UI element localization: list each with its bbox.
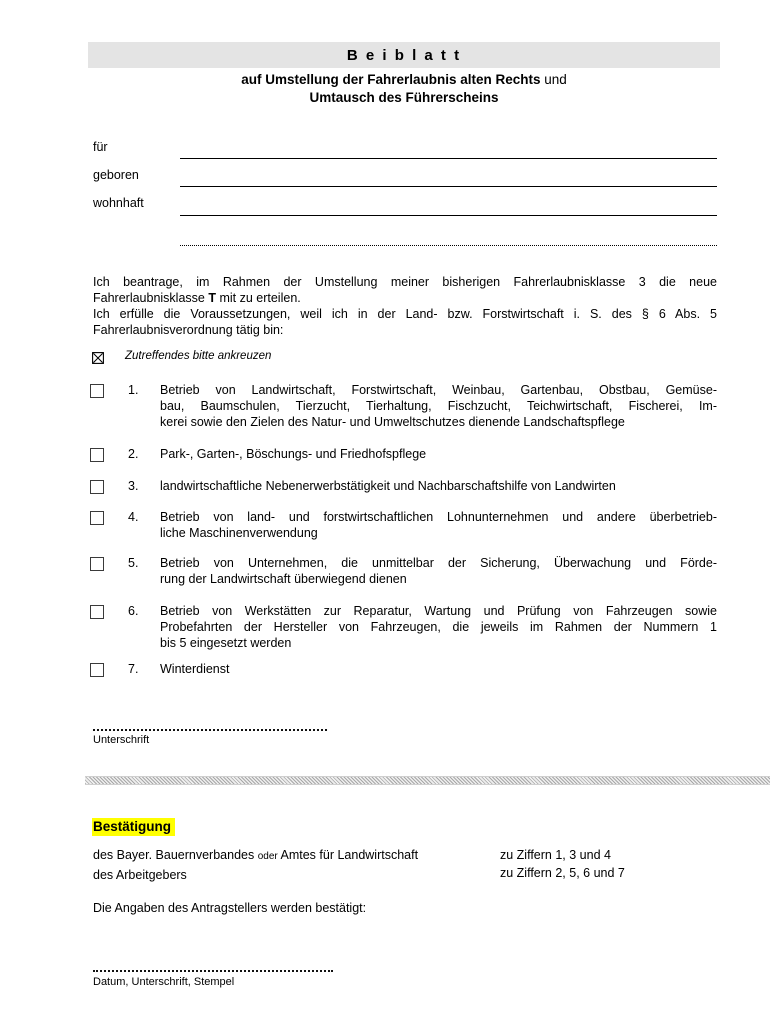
- item-text: [160, 510, 717, 542]
- signature-label: Unterschrift: [93, 734, 150, 746]
- item-text: [160, 662, 717, 678]
- intro-line-2-pre: Fahrerlaubnisklasse: [93, 291, 209, 305]
- input-line-fuer[interactable]: [180, 158, 717, 159]
- intro-paragraph: [93, 274, 717, 338]
- item-text-line: Park-, Garten-, Böschungs- und Friedhofspflege: [160, 447, 427, 461]
- subtitle-regular: und: [540, 72, 567, 87]
- confirmation-left-column: [93, 846, 418, 884]
- item-number: 2.: [128, 447, 139, 461]
- subtitle-bold: auf Umstellung der Fahrerlaubnis alten Rechts: [241, 72, 541, 87]
- item-number: 3.: [128, 479, 139, 493]
- item-text-line: Betrieb von Unternehmen, die unmittelbar der Sicherung, Überwachung und Förde-: [160, 556, 717, 570]
- item-number: 5.: [128, 556, 139, 570]
- signature-dotted-line[interactable]: [93, 729, 327, 731]
- office-signature-label: Datum, Unterschrift, Stempel: [93, 976, 235, 988]
- item-text-line: bau, Baumschulen, Tierzucht, Tierhaltung, Fischzucht, Teichwirtschaft, Fischerei, Im-: [160, 398, 717, 413]
- form-subtitle: [88, 71, 720, 107]
- confirmation-right-column: [500, 846, 625, 882]
- intro-line-1: Ich beantrage, im Rahmen der Umstellung meiner bisherigen Fahrerlaubnisklasse 3 die neue: [93, 275, 717, 289]
- item-checkbox-4[interactable]: [90, 511, 104, 525]
- item-text-line: rung der Landwirtschaft überwiegend dienen: [160, 571, 407, 586]
- item-number: 4.: [128, 510, 139, 524]
- item-text-line: Betrieb von Landwirtschaft, Forstwirtschaft, Weinbau, Gartenbau, Obstbau, Gemüse-: [160, 383, 717, 397]
- checkbox-x-icon: [92, 352, 104, 364]
- label-wohnhaft: wohnhaft: [93, 196, 144, 210]
- section-divider: [85, 776, 770, 785]
- class-t-bold: T: [208, 291, 216, 305]
- input-line-wohnhaft[interactable]: [180, 215, 717, 216]
- item-checkbox-7[interactable]: [90, 663, 104, 677]
- confirmation-right-line-1: zu Ziffern 1, 3 und 4: [500, 848, 611, 862]
- item-checkbox-1[interactable]: [90, 384, 104, 398]
- item-text-line: Betrieb von land- und forstwirtschaftlichen Lohnunternehmen und andere überbetrieb-: [160, 510, 717, 524]
- subtitle-line-1: [88, 71, 720, 89]
- item-text-line: Winterdienst: [160, 662, 230, 676]
- conf-left-1a: des Bayer. Bauernverbandes: [93, 848, 258, 862]
- conf-left-oder: oder: [257, 851, 278, 862]
- item-text-line: Betrieb von Werkstätten zur Reparatur, Wartung und Prüfung von Fahrzeugen sowie: [160, 604, 717, 618]
- office-signature-dotted-line[interactable]: [93, 970, 333, 972]
- item-text-line: bis 5 eingesetzt werden: [160, 635, 292, 650]
- confirmation-heading: Bestätigung: [92, 818, 175, 836]
- check-instruction: Zutreffendes bitte ankreuzen: [125, 350, 272, 362]
- item-checkbox-3[interactable]: [90, 480, 104, 494]
- item-number: 6.: [128, 604, 139, 618]
- item-checkbox-2[interactable]: [90, 448, 104, 462]
- intro-line-3: Ich erfülle die Voraussetzungen, weil ich in der Land- bzw. Forstwirtschaft i. S. des § 6 Abs. 5: [93, 307, 717, 321]
- item-checkbox-6[interactable]: [90, 605, 104, 619]
- item-text-line: kerei sowie den Zielen des Natur- und Umweltschutzes dienende Landschaftspflege: [160, 414, 625, 429]
- item-checkbox-5[interactable]: [90, 557, 104, 571]
- item-number: 7.: [128, 662, 139, 676]
- item-text-line: liche Maschinenverwendung: [160, 525, 318, 540]
- item-text: [160, 447, 717, 463]
- checked-example-checkbox: [92, 351, 104, 363]
- intro-line-2: [93, 290, 717, 306]
- subtitle-line-2: Umtausch des Führerscheins: [309, 90, 499, 105]
- label-geboren: geboren: [93, 168, 139, 182]
- item-text-line: landwirtschaftliche Nebenerwerbstätigkeit und Nachbarschaftshilfe von Landwirten: [160, 479, 616, 493]
- item-text: [160, 383, 717, 430]
- input-line-geboren[interactable]: [180, 186, 717, 187]
- item-number: 1.: [128, 383, 139, 397]
- item-text: [160, 479, 717, 495]
- confirmation-left-line-2: des Arbeitgebers: [93, 868, 187, 882]
- confirmation-right-line-2: zu Ziffern 2, 5, 6 und 7: [500, 866, 625, 880]
- intro-line-2-post: mit zu erteilen.: [215, 291, 301, 305]
- intro-line-4: Fahrerlaubnisverordnung tätig bin:: [93, 323, 284, 337]
- confirmation-left-line-1: [93, 846, 418, 866]
- form-title-bar: [88, 42, 720, 68]
- item-text-line: Probefahrten der Hersteller von Fahrzeugen, die jeweils im Rahmen der Nummern 1: [160, 619, 717, 634]
- label-fuer: für: [93, 140, 108, 154]
- item-text: [160, 604, 717, 651]
- confirmation-statement: Die Angaben des Antragstellers werden bestätigt:: [93, 901, 367, 915]
- item-text: [160, 556, 717, 588]
- input-line-extra[interactable]: [180, 245, 717, 246]
- form-title: B e i b l a t t: [346, 47, 462, 64]
- conf-left-1c: Amtes für Landwirtschaft: [277, 848, 419, 862]
